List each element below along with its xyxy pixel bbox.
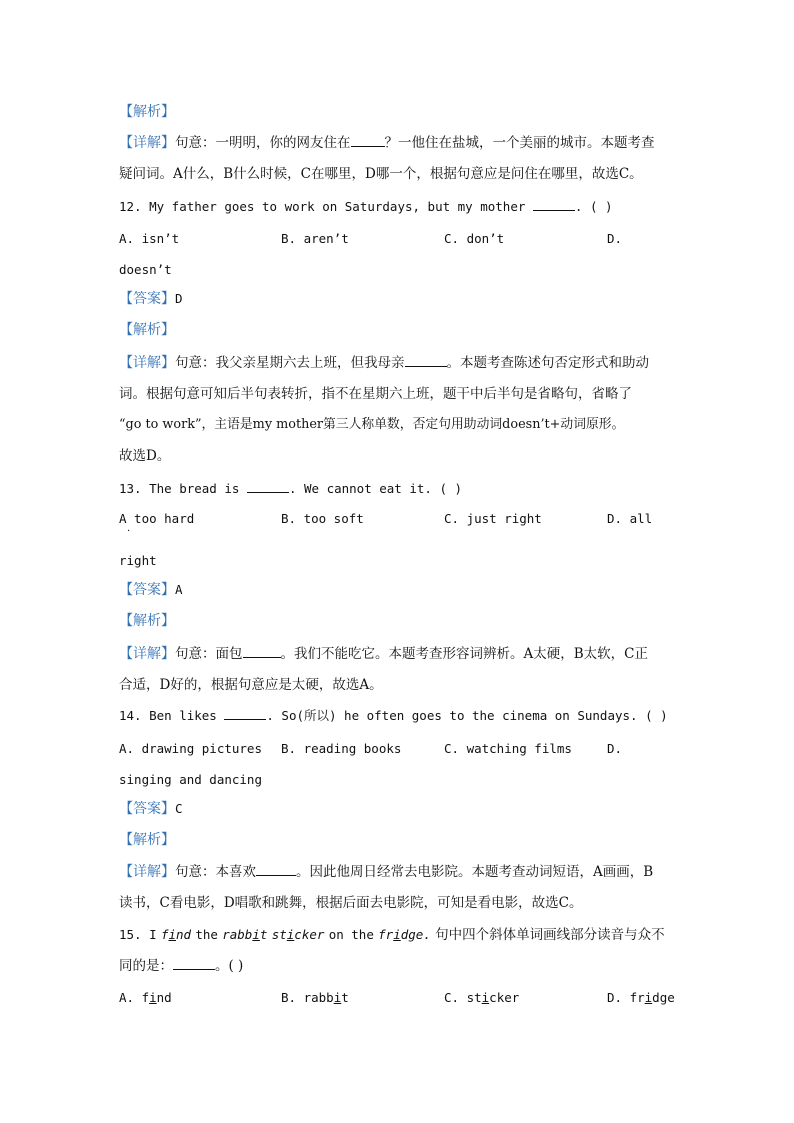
q11-blank: [351, 134, 385, 147]
q13-stem-b: . We cannot eat it. ( ): [288, 481, 463, 496]
q15-word-fridge-underlined: i: [393, 927, 401, 942]
detail-tag: 【详解】: [119, 135, 175, 151]
q15-word-find-post: nd: [176, 927, 192, 942]
q14-detail-line2: 读书，C看电影，D唱歌和跳舞，根据后面去电影院，可知是看电影，故选C。: [119, 895, 583, 911]
q13-option-b: B. too soft: [281, 511, 364, 526]
q15-option-c-pre: C. st: [444, 990, 482, 1005]
q15-word-find-pre: f: [160, 927, 169, 942]
q11-detail-text-b: ？一他住在盐城，一个美丽的城市。本题考查: [384, 135, 655, 151]
q15-word-fridge-pre: fr: [378, 927, 394, 942]
answer-tag: 【答案】: [119, 291, 175, 307]
q13-stem: [119, 479, 679, 499]
q13-blank: [247, 480, 289, 493]
q15-option-d: [607, 988, 675, 1008]
q12-detail-text-a: 句意：我父亲星期六去上班，但我母亲: [175, 355, 405, 371]
q15-stem-line2: [119, 956, 679, 976]
q12-stem: [119, 197, 679, 217]
q15-word-rabbit-pre: rabb: [222, 927, 253, 942]
q14-stem-b: . So(所以) he often goes to the cinema on Sundays. ( ): [266, 708, 668, 723]
q13-option-c: C. just right: [444, 511, 542, 526]
q12-answer-value: D: [175, 291, 183, 306]
q15-option-d-pre: D. fr: [607, 990, 645, 1005]
q14-option-d-label: D.: [607, 741, 623, 756]
q12-option-a: A. isn’t: [119, 231, 180, 246]
q15-word-sticker-underlined: i: [286, 927, 295, 942]
q13-answer-value: A: [175, 582, 183, 597]
q15-stem-i: 15. I: [119, 927, 157, 942]
q15-option-a-pre: A. f: [119, 990, 150, 1005]
analysis-tag: 【解析】: [119, 104, 175, 120]
q15-option-a-post: nd: [156, 990, 172, 1005]
q12-answer: [119, 289, 679, 309]
q15-word-sticker: [272, 927, 325, 942]
q14-option-c: C. watching films: [444, 741, 572, 756]
q13-detail-text-a: 句意：面包: [175, 646, 243, 662]
q15-stem-line2-b: 。( ): [215, 958, 244, 974]
q15-option-c: [444, 988, 519, 1008]
q14-stem: [119, 706, 679, 726]
q15-option-a: [119, 988, 172, 1008]
q12-stem-a: 12. My father goes to work on Saturdays, but my mother: [119, 199, 526, 214]
detail-tag: 【详解】: [119, 646, 175, 662]
q15-word-fridge: [378, 927, 431, 942]
q15-word-rabbit-underlined: i: [252, 927, 260, 942]
q12-stem-b: . ( ): [574, 199, 613, 214]
q15-word-find: [161, 927, 191, 942]
q12-detail-line2: 词。根据句意可知后半句表转折，指不在星期六上班，题干中后半句是省略句，省略了: [119, 386, 632, 402]
q14-detail-text-a: 句意：本喜欢: [175, 864, 256, 880]
q14-option-a: A. drawing pictures: [119, 741, 262, 756]
q12-option-d-label: D.: [607, 231, 623, 246]
q15-stem-on: on the: [328, 927, 374, 942]
q15-stem-cn: 句中四个斜体单词画线部分读音与众不: [435, 927, 665, 943]
q13-stem-a: 13. The bread is: [119, 481, 240, 496]
answer-tag: 【答案】: [119, 801, 175, 817]
q14-detail-line1: [119, 862, 679, 882]
q13-detail-line1: [119, 644, 679, 664]
q13-detail-line2: 合适，D好的，根据句意应是太硬，故选A。: [119, 677, 383, 693]
q11-detail-line1: [119, 133, 679, 153]
q15-word-sticker-post: cker: [294, 927, 325, 942]
q14-stem-a: 14. Ben likes: [119, 708, 217, 723]
q15-stem-the: the: [195, 927, 218, 942]
q12-detail-blank: [405, 354, 447, 367]
q14-detail-text-b: 。因此他周日经常去电影院。本题考查动词短语，A画画，B: [296, 864, 654, 880]
analysis-tag: 【解析】: [119, 832, 175, 848]
q15-option-d-post: dge: [652, 990, 675, 1005]
q14-blank: [224, 707, 266, 720]
q15-option-c-post: cker: [489, 990, 520, 1005]
q13-option-d-label: D. all: [607, 511, 653, 526]
analysis-tag: 【解析】: [119, 322, 175, 338]
q14-option-d-text: singing and dancing: [119, 772, 262, 787]
q15-word-rabbit: [222, 927, 267, 942]
q15-blank: [173, 957, 215, 970]
answer-tag: 【答案】: [119, 582, 175, 598]
q12-option-b: B. aren’t: [281, 231, 349, 246]
q12-detail-text-b: 。本题考查陈述句否定形式和助动: [446, 355, 649, 371]
detail-tag: 【详解】: [119, 355, 175, 371]
option-dot-mark: ·: [127, 526, 131, 537]
q12-detail-line1: [119, 353, 679, 373]
q13-option-a: A too hard: [119, 511, 195, 526]
q13-detail-text-b: 。我们不能吃它。本题考查形容词辨析。A太硬，B太软，C正: [280, 646, 648, 662]
q15-option-b-pre: B. rabb: [281, 990, 334, 1005]
q11-detail-line2: 疑问词。A什么，B什么时候，C在哪里，D哪一个，根据句意应是问住在哪里，故选C。: [119, 166, 643, 182]
q12-detail-line3: “go to work”，主语是my mother第三人称单数，否定句用助动词doesn’t+动词原形。: [119, 417, 625, 432]
q14-option-b: B. reading books: [281, 741, 402, 756]
q13-option-d-text: right: [119, 553, 157, 568]
q14-detail-blank: [256, 863, 296, 876]
detail-tag: 【详解】: [119, 864, 175, 880]
q15-word-sticker-pre: st: [271, 927, 287, 942]
q13-answer: [119, 580, 679, 600]
q15-word-rabbit-post: t: [259, 927, 268, 942]
q14-answer: [119, 799, 679, 819]
q11-detail-text-a: 句意：一明明，你的网友住在: [175, 135, 351, 151]
analysis-tag: 【解析】: [119, 613, 175, 629]
q12-blank: [533, 198, 575, 211]
q13-detail-blank: [243, 645, 281, 658]
q15-word-find-underlined: i: [168, 927, 176, 942]
q15-option-a-underlined: i: [149, 990, 157, 1005]
q12-option-c: C. don’t: [444, 231, 505, 246]
q15-option-b: [281, 988, 349, 1008]
q14-answer-value: C: [175, 801, 183, 816]
q15-stem-line2-a: 同的是：: [119, 958, 173, 974]
q15-option-c-underlined: i: [481, 990, 490, 1005]
q15-word-fridge-post: dge.: [400, 927, 431, 942]
q12-option-d-text: doesn’t: [119, 262, 172, 277]
q15-stem-line1: [119, 925, 679, 945]
q15-option-b-post: t: [341, 990, 349, 1005]
q15-option-b-underlined: i: [333, 990, 342, 1005]
q12-detail-line4: 故选D。: [119, 448, 171, 464]
q15-option-d-underlined: i: [644, 990, 653, 1005]
